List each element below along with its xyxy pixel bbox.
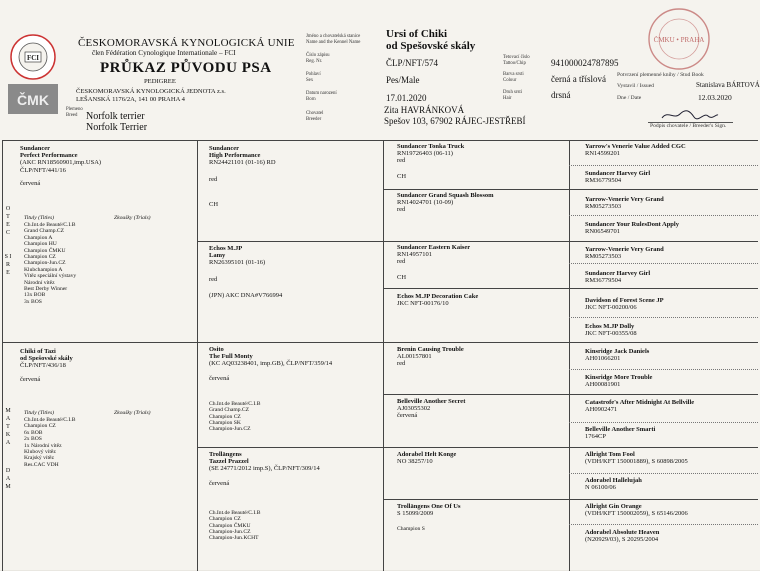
ancestor-3-4: Echos M.JP Decoration Cake JKC NFT-00176/10: [397, 293, 479, 308]
side-label-sire: S I R E: [4, 254, 12, 276]
ancestor-4-12: Belleville Another Smarti 1764CP: [585, 426, 656, 441]
breeder-signature: [660, 108, 720, 122]
side-label-matka: M A T K A: [5, 408, 11, 446]
granddam-paternal: Echos M.JP Lamy RN26395101 (01-16) red (JPN) AKC DNA#V766994: [209, 245, 283, 299]
dam-cell: Chiki of Tazi od Spešovské skály ČLP/NFT/436/18 červená: [20, 348, 73, 383]
pedigree-grid: [2, 140, 758, 571]
ancestor-3-5: Brenin Causing Trouble AL00157801 red: [397, 346, 464, 368]
ancestor-3-2: Sundancer Grand Squash Blossom RN14024701 (10-09) red: [397, 192, 494, 214]
ancestor-4-7: Davidson of Forest Scene JP JKC NFT-00200/06: [585, 297, 664, 312]
side-label-otec: O T E C: [5, 206, 11, 236]
label-issued: Vystavil / Issued: [617, 83, 654, 89]
dam-titles: Ch.Int.de Beauté/C.I.B Champion CZ 6x BOB 2x BOS 1x Národní vítěz Klubový vítěz Krajský vítěz Res.CAC VDH: [24, 417, 76, 468]
sire-cell: Sundancer Perfect Performance (AKC RN18560901,imp.USA) ČLP/NFT/441/16 červená: [20, 145, 102, 187]
label-breeder: Chovatel Breeder: [306, 111, 324, 122]
dog-name-2: od Spešovské skály: [386, 40, 476, 52]
dog-chip: 941000024787895: [551, 58, 619, 68]
dog-reg: ČLP/NFT/574: [386, 58, 439, 68]
org-name: ČESKOMORAVSKÁ KYNOLOGICKÁ UNIE: [78, 37, 295, 49]
label-breed: Plemeno Breed: [66, 107, 83, 118]
sire-trials-label: Zkoušky (Trials): [114, 215, 151, 221]
side-label-dam: D A M: [5, 468, 11, 490]
cmku-logo-text: ČMK: [17, 92, 49, 108]
breed-value: Norfolk terrier Norfolk Terrier: [86, 111, 148, 133]
ancestor-3-7: Adorabel Helt Konge NO 38257/10: [397, 451, 457, 466]
ancestor-4-1: Yarrow's Venerie Value Added CGC RN14599201: [585, 143, 686, 158]
document-title: PRŮKAZ PŮVODU PSA: [100, 60, 272, 76]
ancestor-3-6: Belleville Another Secret AJ03055302 červená: [397, 398, 466, 420]
granddam-maternal: Trollängens Tazzel Prazzel (SE 24771/2012 imp.S), ČLP/NFT/309/14 červená Ch.Int.de Beauté/C.I.B Champion CZ Champion ČMKU Champion-Jun.CZ Champion-Jun.KCHT: [209, 451, 320, 542]
grandsire-maternal: Osito The Full Monty (KC AQ03238401, imp.GB), ČLP/NFT/359/14 červená Ch.Int.de Beauté/C.I.B Grand Champ.CZ Champion CZ Champion SK Champion-Jun.CZ: [209, 346, 333, 433]
dog-colour: černá a tříslová: [551, 74, 606, 84]
issue-date: 12.03.2020: [698, 93, 732, 102]
ancestor-4-6: Sundancer Harvey Girl RM36779504: [585, 270, 651, 285]
stud-book-stamp: [640, 4, 718, 74]
jednota-name: ČESKOMORAVSKÁ KYNOLOGICKÁ JEDNOTA z.s.: [76, 88, 226, 95]
dam-titles-label: Tituly (Titles): [24, 410, 54, 416]
ancestor-4-15: Allright Gin Orange (VDH/KFT 150002059), S 65146/2006: [585, 503, 688, 518]
dog-name-1: Ursi of Chiki: [386, 28, 448, 40]
dog-hair: drsná: [551, 90, 571, 100]
dam-trials-label: Zkoušky (Trials): [114, 410, 151, 416]
sire-titles-label: Tituly (Titles): [24, 215, 54, 221]
svg-text:FCI: FCI: [26, 54, 40, 62]
ancestor-4-13: Allright Tom Fool (VDH/KFT 150001889), S 60898/2005: [585, 451, 688, 466]
ancestor-4-11: Catastrofe's After Midnight At Bellville AH0902471: [585, 399, 695, 414]
dog-sex: Pes/Male: [386, 75, 420, 85]
ancestor-3-3: Sundancer Eastern Kaiser RN14957101 red CH: [397, 244, 471, 281]
ancestor-4-10: Kinsridge More Trouble AH00081901: [585, 374, 653, 389]
ancestor-3-8: Trollängens One Of Us S 15099/2009 Champion S: [397, 503, 461, 533]
ancestor-4-14: Adorabel Hallelujah N 06100/06: [585, 477, 642, 492]
ancestor-4-8: Echos M.JP Dolly JKC NFT-00355/08: [585, 323, 637, 338]
jednota-address: LEŠANSKÁ 1176/2A, 141 00 PRAHA 4: [76, 96, 185, 103]
label-tattoo: Tetovací číslo Tattoo/Chip: [503, 55, 530, 66]
ancestor-4-5: Yarrow-Venerie Very Grand RM05273503: [585, 246, 664, 261]
label-sex: Pohlaví Sex: [306, 72, 321, 83]
document-subtitle: PEDIGREE: [144, 78, 176, 85]
label-born: Datum narození Born: [306, 91, 337, 102]
dog-born: 17.01.2020: [386, 93, 427, 103]
label-name: Jméno a chovatelská stanice Name and the Kennel Name: [306, 34, 361, 45]
ancestor-3-1: Sundancer Tonka Truck RN19726403 (06-11) red CH: [397, 143, 465, 180]
label-date: Dne / Date: [617, 95, 642, 101]
grandsire-paternal: Sundancer High Performance RN24421101 (01-16) RD red CH: [209, 145, 276, 208]
label-hair: Druh srsti Hair: [503, 90, 523, 101]
pedigree-header: [0, 0, 760, 140]
svg-text:ČMKU • PRAHA: ČMKU • PRAHA: [653, 36, 705, 44]
ancestor-4-3: Yarrow-Venerie Very Grand RM05273503: [585, 196, 664, 211]
sire-titles: Ch.Int.de Beauté/C.I.B Grand Champ.CZ Champion A Champion HU Champion ČMKU Champion CZ Champion-Jun.CZ Klubchampion A Vítěz speciální výstavy Národní vítěz Best Derby Winner 13x BOB 3x BOS: [24, 222, 77, 305]
label-colour: Barva srsti Colour: [503, 72, 524, 83]
issued-by: Stanislava BÁRTOVÁ: [696, 81, 760, 89]
ancestor-4-16: Adorabel Absolute Heaven (N20929/03), S 20295/2004: [585, 529, 660, 544]
label-reg: Číslo zápisu Reg. Nr.: [306, 53, 330, 64]
ancestor-4-9: Kinsridge Jack Daniels AH01066201: [585, 348, 650, 363]
fci-cmku-logo: [4, 34, 62, 122]
ancestor-4-4: Sundancer Your RulesDont Apply RN06549701: [585, 221, 679, 236]
ancestor-4-2: Sundancer Harvey Girl RM36779504: [585, 170, 651, 185]
fci-member-line: člen Fédération Cynologique Internationale – FCI: [92, 49, 236, 57]
breeder-value: Zita HAVRÁNKOVÁ Spešov 103, 67902 RÁJEC-JESTŘEBÍ: [384, 105, 526, 126]
label-stud: Potvrzení plemenné knihy / Stud Book: [617, 72, 704, 78]
label-sign: Podpis chovatele / Breeder's Sign.: [650, 123, 727, 129]
